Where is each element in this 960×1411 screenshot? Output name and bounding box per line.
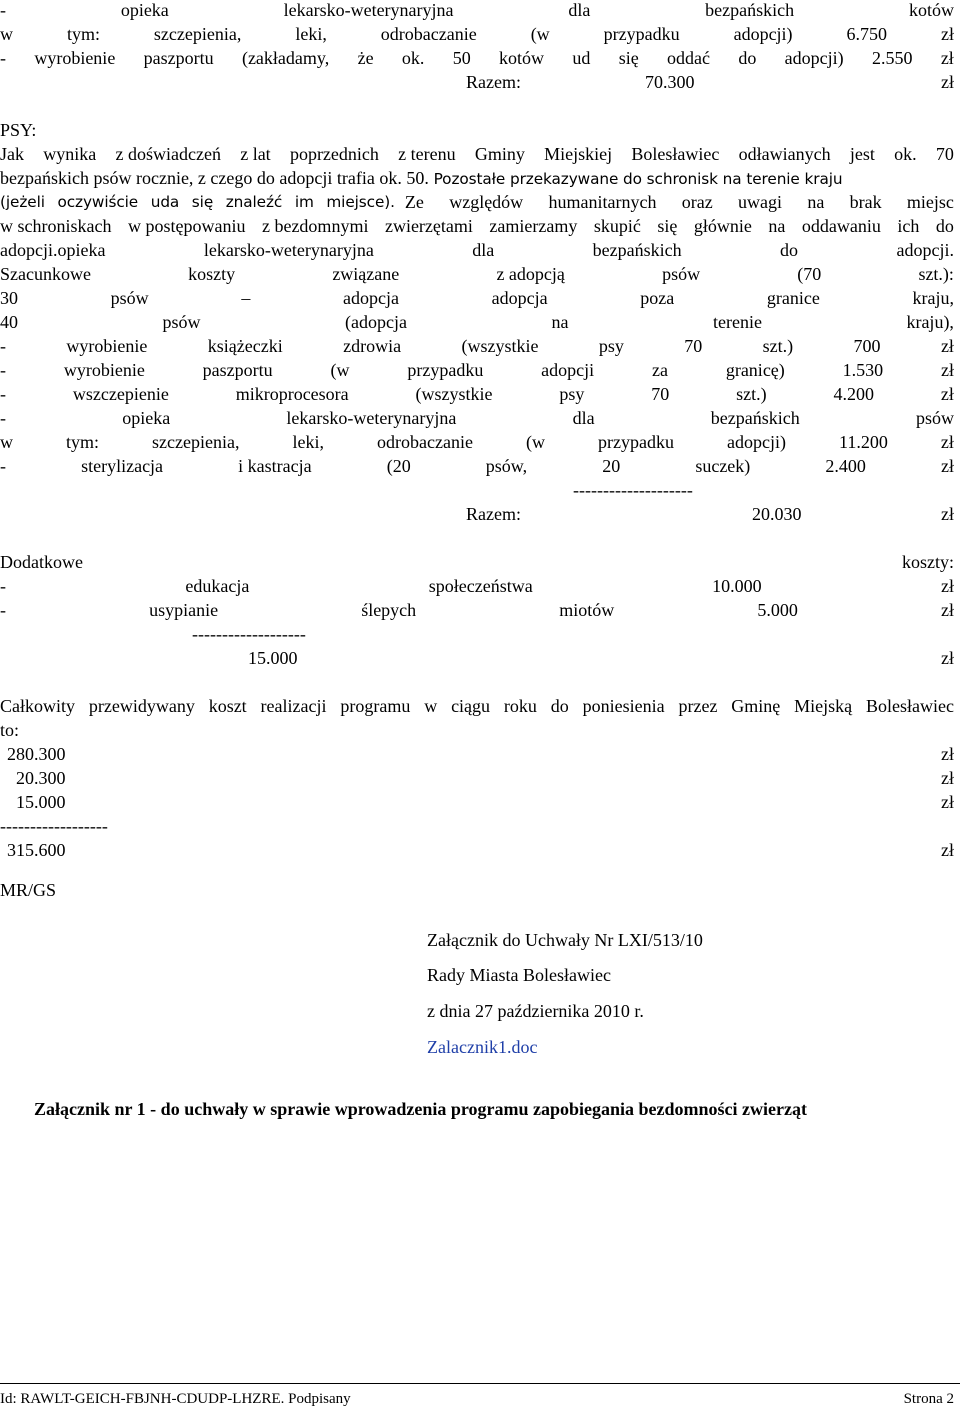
footer-divider xyxy=(0,1383,960,1384)
word: – xyxy=(241,288,251,308)
word: wszczepienie xyxy=(72,384,169,404)
word: poniesienia xyxy=(582,696,665,716)
word: psów xyxy=(110,288,149,308)
word: w schroniskach xyxy=(0,216,112,236)
word: ok. xyxy=(401,48,425,68)
word: leki, xyxy=(295,24,327,44)
attachment-line-1: Załącznik do Uchwały Nr LXI/513/10 xyxy=(427,930,703,950)
cats-line-3 xyxy=(0,46,954,70)
word: w xyxy=(0,432,13,452)
word: 30 xyxy=(0,288,18,308)
cats-line-1 xyxy=(0,0,954,22)
word: 2.400 xyxy=(825,456,866,476)
dogs-dash: -------------------- xyxy=(573,480,693,500)
word: miejsc xyxy=(906,192,954,212)
word: dla xyxy=(472,240,495,260)
dogs-line-3 xyxy=(0,190,954,214)
dogs-total-unit: zł xyxy=(941,504,954,524)
word: psów xyxy=(915,408,954,428)
word: zł xyxy=(940,432,954,452)
word: roku xyxy=(503,696,537,716)
word: odławianych xyxy=(738,144,831,164)
word: zł xyxy=(940,360,954,380)
summary-unit-1: zł xyxy=(941,744,954,764)
word: książeczki xyxy=(207,336,283,356)
dogs-line-4 xyxy=(0,214,954,238)
word: szczepienia, xyxy=(152,432,240,452)
word: realizacji xyxy=(260,696,327,716)
word: - xyxy=(0,408,6,428)
attachment-link[interactable]: Zalacznik1.doc xyxy=(427,1037,538,1057)
dogs-heading: PSY: xyxy=(0,120,37,140)
word: zł xyxy=(940,24,954,44)
word: psów, xyxy=(485,456,528,476)
word: leki, xyxy=(292,432,325,452)
word: oraz xyxy=(681,192,713,212)
word: przez xyxy=(678,696,718,716)
word: humanitarnych xyxy=(548,192,657,212)
word: koszty: xyxy=(902,552,954,572)
word: koszty xyxy=(188,264,236,284)
word: (adopcja xyxy=(345,312,407,332)
word: granicę) xyxy=(725,360,785,380)
word: oczywiście xyxy=(57,193,139,211)
summary-total-line xyxy=(0,838,954,862)
summary-value-2-line xyxy=(0,766,954,790)
word: z bezdomnymi xyxy=(261,216,369,236)
word: (w xyxy=(530,24,550,44)
extra-line-1 xyxy=(0,550,954,574)
word: Dodatkowe xyxy=(0,552,83,572)
word: Bolesławiec xyxy=(866,696,954,716)
word: ciągu xyxy=(451,696,491,716)
word: 40 xyxy=(0,312,18,332)
cats-total-label: Razem: xyxy=(466,72,521,92)
word: z adopcją xyxy=(496,264,565,284)
word: granice xyxy=(766,288,820,308)
word: (wszystkie xyxy=(461,336,539,356)
word: do xyxy=(780,240,799,260)
summary-dash-line xyxy=(0,814,954,838)
word: poza xyxy=(640,288,675,308)
word: tym: xyxy=(66,24,100,44)
word: Jak xyxy=(0,144,24,164)
word: adopcji. xyxy=(896,240,954,260)
word: szczepienia, xyxy=(153,24,242,44)
word: lekarsko-weterynaryjna xyxy=(283,0,454,20)
word: lekarsko-weterynaryjna xyxy=(203,240,374,260)
word: brak xyxy=(849,192,882,212)
word: 5.000 xyxy=(757,600,798,620)
word: (zakładamy, xyxy=(241,48,330,68)
word: - xyxy=(0,0,6,20)
word: bezpańskich xyxy=(592,240,682,260)
word: się xyxy=(657,216,678,236)
word: Gminę xyxy=(731,696,781,716)
footer-page-number: Strona 2 xyxy=(903,1391,954,1407)
word: Bolesławiec xyxy=(631,144,720,164)
word: 11.200 xyxy=(839,432,888,452)
summary-dash: ------------------ xyxy=(0,816,108,836)
word: jest xyxy=(849,144,875,164)
word: ud xyxy=(572,48,591,68)
dogs-line-5 xyxy=(0,238,954,262)
word: 70 xyxy=(684,336,703,356)
word: zł xyxy=(940,456,954,476)
word: do xyxy=(935,216,954,236)
word: - xyxy=(0,360,6,380)
word: z terenu xyxy=(398,144,456,164)
word: tym: xyxy=(66,432,100,452)
word: (w xyxy=(330,360,350,380)
word: Miejskiej xyxy=(544,144,613,164)
word: psy xyxy=(598,336,624,356)
word: edukacja xyxy=(185,576,250,596)
word: do xyxy=(738,48,757,68)
word: związane xyxy=(332,264,400,284)
word: adopcji) xyxy=(784,48,844,68)
word: (jeżeli xyxy=(0,193,45,211)
word: paszportu xyxy=(202,360,273,380)
word: mikroprocesora xyxy=(235,384,349,404)
summary-value-1-line xyxy=(0,742,954,766)
word: - xyxy=(0,456,6,476)
dogs-line-11 xyxy=(0,382,954,406)
word: oddać xyxy=(667,48,711,68)
summary-line-1 xyxy=(0,694,954,718)
word: terenie xyxy=(712,312,762,332)
initials: MR/GS xyxy=(0,880,57,900)
word: na xyxy=(807,192,825,212)
word: bezpańskich xyxy=(705,0,795,20)
summary-value-3: 15.000 xyxy=(16,792,66,812)
word: oddawaniu xyxy=(801,216,881,236)
summary-unit-2: zł xyxy=(941,768,954,788)
word: programu xyxy=(340,696,411,716)
attachment-line-3: z dnia 27 października 2010 r. xyxy=(427,1001,644,1021)
word: uwagi xyxy=(738,192,783,212)
word: do xyxy=(550,696,569,716)
word: opieka xyxy=(120,0,169,20)
word: - xyxy=(0,576,6,596)
cats-line-2 xyxy=(0,22,954,46)
word: zł xyxy=(940,600,954,620)
word: społeczeństwa xyxy=(428,576,533,596)
word: się xyxy=(191,193,214,211)
word: kraju), xyxy=(906,312,954,332)
word: 70 xyxy=(651,384,670,404)
word: ich xyxy=(897,216,920,236)
word: 4.200 xyxy=(833,384,875,404)
word: kraju, xyxy=(912,288,954,308)
word: adopcji) xyxy=(727,432,786,452)
word: 1.530 xyxy=(842,360,884,380)
footer xyxy=(0,1388,954,1410)
word: adopcji) xyxy=(733,24,793,44)
word: kotów xyxy=(499,48,545,68)
word: z doświadczeń xyxy=(115,144,221,164)
word: miejsce). xyxy=(326,193,395,211)
word: Całkowity xyxy=(0,696,75,716)
dogs-line-10 xyxy=(0,358,954,382)
word: usypianie xyxy=(149,600,219,620)
word: szt.): xyxy=(918,264,954,284)
word: przewidywany xyxy=(88,696,195,716)
word: uda xyxy=(150,193,180,211)
word: na xyxy=(551,312,569,332)
word: (70 xyxy=(797,264,822,284)
dogs-line-3-serif xyxy=(405,190,954,214)
word: zł xyxy=(941,576,954,596)
word: zł xyxy=(940,336,954,356)
dogs-line-1 xyxy=(0,142,954,166)
word: za xyxy=(652,360,668,380)
word: zamierzamy xyxy=(489,216,578,236)
dogs-line-6 xyxy=(0,262,954,286)
word: w xyxy=(424,696,438,716)
extra-line-3 xyxy=(0,598,954,622)
word: 50 xyxy=(452,48,471,68)
word: Szacunkowe xyxy=(0,264,91,284)
dogs-total-value: 20.030 xyxy=(752,504,802,524)
word: psów xyxy=(662,264,701,284)
word: odrobaczanie xyxy=(380,24,477,44)
word: znaleźć xyxy=(225,193,283,211)
extra-line-2 xyxy=(0,574,954,598)
word: 6.750 xyxy=(846,24,888,44)
word: zł xyxy=(940,48,954,68)
word: 10.000 xyxy=(712,576,762,596)
word: koszt xyxy=(208,696,247,716)
summary-value-3-line xyxy=(0,790,954,814)
word: się xyxy=(618,48,639,68)
dogs-line-12 xyxy=(0,406,954,430)
word: kotów xyxy=(908,0,954,20)
word: przypadku xyxy=(407,360,484,380)
word: na xyxy=(768,216,786,236)
word: psów xyxy=(162,312,201,332)
extra-dash-line xyxy=(0,622,954,646)
word: zdrowia xyxy=(343,336,402,356)
dogs-line-13 xyxy=(0,430,954,454)
word: lekarsko-weterynaryjna xyxy=(286,408,457,428)
word: Gminy xyxy=(474,144,525,164)
word: sterylizacja xyxy=(81,456,164,476)
word: bezpańskich xyxy=(710,408,800,428)
word: (wszystkie xyxy=(415,384,493,404)
word: wyrobienie xyxy=(66,336,148,356)
cats-total-value: 70.300 xyxy=(645,72,695,92)
summary-total-unit: zł xyxy=(941,840,954,860)
word: w xyxy=(0,24,13,44)
word: Miejską xyxy=(794,696,853,716)
word: Ze xyxy=(404,192,424,212)
word: dla xyxy=(568,0,591,20)
extra-total-value: 15.000 xyxy=(248,648,298,668)
dogs-dash-line xyxy=(0,478,954,502)
dogs-line-14 xyxy=(0,454,954,478)
word: względów xyxy=(449,192,524,212)
word: zwierzętami xyxy=(384,216,473,236)
dogs-line-3-sans xyxy=(0,190,395,214)
word: przypadku xyxy=(603,24,680,44)
word: wynika xyxy=(43,144,97,164)
summary-value-2: 20.300 xyxy=(16,768,66,788)
word: że xyxy=(357,48,374,68)
word: ślepych xyxy=(361,600,417,620)
word: przypadku xyxy=(598,432,674,452)
word: adopcja xyxy=(491,288,548,308)
word: szt.) xyxy=(736,384,767,404)
word: paszportu xyxy=(143,48,214,68)
word: i kastracja xyxy=(238,456,312,476)
dogs-line-8 xyxy=(0,310,954,334)
word: 700 xyxy=(853,336,881,356)
word: szt.) xyxy=(762,336,794,356)
word: 2.550 xyxy=(871,48,913,68)
dogs-line-7 xyxy=(0,286,954,310)
word: - xyxy=(0,336,6,356)
summary-line-2: to: xyxy=(0,720,20,740)
summary-total: 315.600 xyxy=(7,840,66,860)
word: ok. xyxy=(894,144,917,164)
word: 70 xyxy=(935,144,954,164)
word: wyrobienie xyxy=(63,360,145,380)
dogs-line-2-sans: Pozostałe przekazywane do schronisk na terenie kraju xyxy=(428,170,843,188)
attachment-heading: Załącznik nr 1 - do uchwały w sprawie wprowadzenia programu zapobiegania bezdomności zwierząt xyxy=(34,1099,807,1119)
word: dla xyxy=(572,408,595,428)
extra-dash: ------------------- xyxy=(192,624,306,644)
word: - xyxy=(0,600,6,620)
word: poprzednich xyxy=(289,144,379,164)
extra-total-unit: zł xyxy=(941,648,954,668)
dogs-line-9 xyxy=(0,334,954,358)
word: (w xyxy=(526,432,545,452)
word: miotów xyxy=(559,600,615,620)
word: im xyxy=(294,193,314,211)
cats-total-unit: zł xyxy=(941,72,954,92)
dogs-total-line xyxy=(0,502,954,526)
word: głównie xyxy=(693,216,752,236)
word: z lat xyxy=(240,144,271,164)
word: (20 xyxy=(386,456,411,476)
dogs-line-2 xyxy=(0,166,954,190)
summary-unit-3: zł xyxy=(941,792,954,812)
word: - xyxy=(0,48,6,68)
word: skupić xyxy=(593,216,641,236)
extra-total-line xyxy=(0,646,954,670)
word: - xyxy=(0,384,6,404)
cats-total-line xyxy=(0,70,954,94)
word: odrobaczanie xyxy=(377,432,473,452)
word: zł xyxy=(940,384,954,404)
dogs-line-2-serif: bezpańskich psów rocznie, z czego do adopcji trafia ok. 50. xyxy=(0,168,429,188)
footer-document-id: Id: RAWLT-GEICH-FBJNH-CDUDP-LHZRE. Podpisany xyxy=(0,1391,351,1407)
word: opieka xyxy=(122,408,171,428)
word: adopcji xyxy=(541,360,595,380)
summary-value-1: 280.300 xyxy=(7,744,66,764)
word: adopcji.opieka xyxy=(0,240,106,260)
word: 20 xyxy=(602,456,621,476)
word: adopcja xyxy=(342,288,399,308)
word: psy xyxy=(559,384,585,404)
word: wyrobienie xyxy=(34,48,116,68)
word: w postępowaniu xyxy=(127,216,246,236)
attachment-line-2: Rady Miasta Bolesławiec xyxy=(427,965,611,985)
dogs-total-label: Razem: xyxy=(466,504,521,524)
word: suczek) xyxy=(695,456,751,476)
